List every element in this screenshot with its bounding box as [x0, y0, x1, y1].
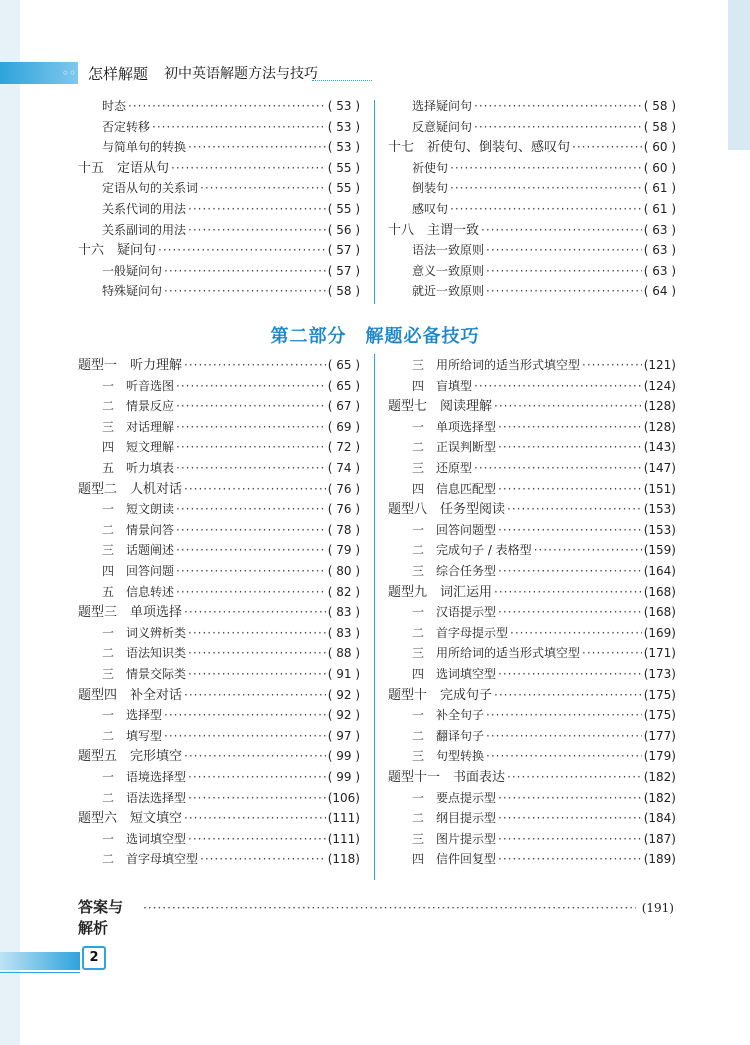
- toc-entry-label: 题型九 词汇运用: [388, 584, 493, 600]
- toc-entry-page: ( 83 ): [327, 625, 360, 640]
- toc-entry-label: 感叹句: [412, 202, 449, 216]
- toc-entry[interactable]: [412, 199, 676, 219]
- toc-entry-page: (111): [327, 831, 360, 846]
- toc-entry-page: ( 88 ): [327, 646, 360, 661]
- toc-entry[interactable]: [412, 705, 676, 725]
- toc-entry-label: 二 情景反应: [102, 399, 175, 414]
- leader-dots: [494, 396, 642, 416]
- toc-entry[interactable]: [102, 281, 360, 301]
- book-title: 怎样解题: [88, 65, 149, 83]
- leader-dots: [184, 685, 326, 705]
- toc-entry-page: ( 63 ): [643, 263, 676, 278]
- toc-entry-label: 四 盲填型: [412, 378, 473, 393]
- toc-entry[interactable]: [102, 137, 360, 157]
- toc-entry-page: (159): [643, 543, 676, 558]
- leader-dots: [510, 623, 642, 643]
- toc-entry[interactable]: [102, 561, 360, 581]
- toc-entry-label: 二 填写型: [102, 728, 163, 743]
- toc-entry-label: 三 图片提示型: [412, 831, 497, 846]
- column-divider-top: [374, 100, 375, 304]
- leader-dots: [486, 705, 642, 725]
- toc-entry[interactable]: [102, 705, 360, 725]
- leader-dots: [498, 417, 642, 437]
- toc-entry-page: ( 60 ): [643, 140, 676, 155]
- leader-dots: [158, 240, 326, 260]
- toc-entry-page: ( 55 ): [327, 181, 360, 196]
- leader-dots: [507, 767, 642, 787]
- toc-entry-label: 定语从句的关系词: [102, 181, 199, 196]
- toc-entry[interactable]: [388, 685, 676, 705]
- toc-entry-page: (151): [643, 481, 676, 496]
- toc-entry-page: ( 55 ): [327, 160, 360, 175]
- toc-entry-label: 题型二 人机对话: [78, 481, 183, 497]
- leader-dots: [582, 355, 642, 375]
- leader-dots: [184, 602, 326, 622]
- leader-dots: [498, 602, 642, 622]
- leader-dots: [152, 117, 326, 137]
- leader-dots: [176, 499, 326, 519]
- toc-entry-page: ( 80 ): [327, 564, 360, 578]
- toc-entry-page: ( 63 ): [643, 243, 676, 258]
- toc-entry-page: ( 57 ): [327, 263, 360, 278]
- toc-entry-page: ( 65 ): [327, 358, 360, 372]
- toc-entry-page: ( 58 ): [643, 99, 676, 113]
- toc-entry-label: 题型八 任务型阅读: [388, 502, 506, 518]
- toc-entry-label: 反意疑问句: [412, 119, 473, 134]
- leader-dots: [188, 767, 326, 787]
- toc-entry-page: (128): [643, 419, 676, 434]
- leader-dots: [143, 901, 636, 915]
- toc-entry[interactable]: [102, 664, 360, 684]
- leader-dots: [176, 396, 326, 416]
- toc-entry-label: 二 翻译句子: [412, 728, 485, 743]
- toc-entry-page: ( 78 ): [327, 522, 360, 537]
- toc-entry-page: (189): [643, 852, 676, 867]
- toc-entry-label: 与简单句的转换: [102, 140, 187, 155]
- leader-dots: [176, 417, 326, 437]
- toc-entry-page: (168): [643, 605, 676, 620]
- toc-entry-page: ( 74 ): [327, 461, 360, 475]
- toc-entry-page: (171): [643, 646, 676, 661]
- toc-entry-label: 二 正误判断型: [412, 440, 497, 455]
- toc-entry-label: 题型三 单项选择: [78, 605, 183, 621]
- toc-entry[interactable]: [78, 158, 360, 178]
- toc-entry[interactable]: [102, 437, 360, 457]
- leader-dots: [507, 499, 642, 519]
- toc-entry[interactable]: [412, 726, 676, 746]
- toc-entry-page: (118): [327, 852, 360, 867]
- toc-entry-page: (147): [643, 461, 676, 475]
- toc-entry-label: 二 完成句子 / 表格型: [412, 543, 532, 558]
- toc-entry[interactable]: [412, 849, 676, 869]
- leader-dots: [184, 808, 326, 828]
- toc-entry-label: 十八 主谓一致: [388, 222, 480, 238]
- toc-entry-page: ( 60 ): [643, 160, 676, 175]
- toc-entry[interactable]: [412, 458, 676, 478]
- toc-entry[interactable]: [412, 240, 676, 260]
- leader-dots: [498, 561, 642, 581]
- leader-dots: [200, 849, 326, 869]
- leader-dots: [494, 685, 642, 705]
- toc-entry-label: 倒装句: [412, 181, 449, 196]
- toc-entry-label: 五 信息转述: [102, 584, 175, 599]
- leader-dots: [188, 199, 326, 219]
- toc-entry-label: 二 纲目提示型: [412, 811, 497, 826]
- left-edge-strip: [0, 0, 20, 1045]
- toc-entry-label: 一 补全句子: [412, 708, 485, 723]
- leader-dots: [486, 261, 642, 281]
- toc-entry-page: ( 92 ): [327, 687, 360, 702]
- leader-dots: [450, 178, 642, 198]
- header-dotted-line: [312, 80, 372, 81]
- leader-dots: [164, 281, 326, 301]
- leader-dots: [474, 117, 642, 137]
- leader-dots: [188, 137, 326, 157]
- toc-entry[interactable]: [102, 788, 360, 808]
- toc-entry-label: 时态: [102, 99, 127, 113]
- toc-entry[interactable]: [412, 520, 676, 540]
- toc-entry[interactable]: [412, 479, 676, 499]
- toc-entry-label: 三 用所给词的适当形式填空型: [412, 358, 581, 372]
- leader-dots: [474, 458, 642, 478]
- toc-entry-page: (177): [643, 728, 676, 743]
- toc-entry-page: (179): [643, 749, 676, 764]
- toc-entry[interactable]: [102, 261, 360, 281]
- toc-entry[interactable]: [78, 746, 360, 766]
- leader-dots: [176, 561, 326, 581]
- leader-dots: [164, 261, 326, 281]
- toc-entry-label: 十五 定语从句: [78, 160, 170, 176]
- toc-entry-page: ( 53 ): [327, 99, 360, 113]
- toc-entry-page: ( 53 ): [327, 119, 360, 134]
- toc-entry[interactable]: [102, 396, 360, 416]
- toc-entry-label: 二 首字母提示型: [412, 625, 509, 640]
- toc-entry-page: ( 63 ): [643, 222, 676, 237]
- toc-entry[interactable]: [102, 540, 360, 560]
- toc-entry[interactable]: [412, 643, 676, 663]
- toc-entry-label: 一 单项选择型: [412, 419, 497, 434]
- toc-entry-label: 三 话题阐述: [102, 543, 175, 558]
- toc-entry[interactable]: [388, 767, 676, 787]
- toc-entry-label: 五 听力填表: [102, 461, 175, 475]
- toc-entry[interactable]: [102, 117, 360, 137]
- toc-entry[interactable]: [102, 829, 360, 849]
- toc-entry-page: ( 99 ): [327, 749, 360, 764]
- toc-entry-label: 一般疑问句: [102, 263, 163, 278]
- toc-entry[interactable]: [388, 582, 676, 602]
- toc-entry-label: 题型十一 书面表达: [388, 770, 506, 785]
- toc-entry-label: 一 听音选图: [102, 378, 175, 393]
- toc-entry-label: 一 词义辨析类: [102, 625, 187, 640]
- toc-entry-label: 否定转移: [102, 119, 151, 134]
- toc-entry[interactable]: [102, 849, 360, 869]
- toc-entry-label: 一 回答问题型: [412, 522, 497, 537]
- toc-entry-page: (184): [643, 811, 676, 826]
- leader-dots: [450, 158, 642, 178]
- toc-entry-page: ( 76 ): [327, 502, 360, 517]
- toc-entry-label: 题型六 短文填空: [78, 811, 183, 827]
- toc-entry-page: (111): [327, 811, 360, 826]
- toc-entry-page: (182): [643, 770, 676, 784]
- toc-entry[interactable]: [102, 643, 360, 663]
- toc-entry[interactable]: [78, 479, 360, 499]
- leader-dots: [188, 829, 326, 849]
- leader-dots: [164, 726, 326, 746]
- leader-dots: [498, 829, 642, 849]
- toc-entry-page: ( 97 ): [327, 728, 360, 743]
- toc-entry-label: 四 短文理解: [102, 440, 175, 455]
- toc-entry-label: 三 综合任务型: [412, 564, 497, 578]
- leader-dots: [176, 376, 326, 396]
- book-subtitle: 初中英语解题方法与技巧: [164, 66, 318, 82]
- toc-entry-page: ( 58 ): [643, 119, 676, 134]
- toc-entry[interactable]: [412, 117, 676, 137]
- leader-dots: [498, 808, 642, 828]
- leader-dots: [486, 281, 642, 301]
- toc-entry-label: 十六 疑问句: [78, 243, 157, 259]
- leader-dots: [128, 96, 326, 116]
- toc-entry-label: 特殊疑问句: [102, 284, 163, 299]
- leader-dots: [486, 240, 642, 260]
- leader-dots: [498, 849, 642, 869]
- leader-dots: [498, 520, 642, 540]
- toc-entry-label: 题型一 听力理解: [78, 358, 183, 373]
- toc-entry[interactable]: [388, 499, 676, 519]
- toc-entry[interactable]: [102, 767, 360, 787]
- toc-entry[interactable]: [78, 602, 360, 622]
- toc-entry[interactable]: [102, 96, 360, 116]
- leader-dots: [534, 540, 642, 560]
- toc-entry[interactable]: [102, 376, 360, 396]
- toc-entry[interactable]: [102, 499, 360, 519]
- toc-entry-page: (106): [327, 790, 360, 805]
- toc-entry[interactable]: [78, 808, 360, 828]
- leader-dots: [498, 664, 642, 684]
- toc-entry[interactable]: [412, 808, 676, 828]
- toc-entry-label: 十七 祈使句、倒装句、感叹句: [388, 140, 571, 156]
- toc-entry-page: (153): [643, 522, 676, 537]
- toc-entry-page: ( 55 ): [327, 202, 360, 216]
- toc-entry[interactable]: [412, 376, 676, 396]
- toc-entry[interactable]: [102, 220, 360, 240]
- leader-dots: [188, 623, 326, 643]
- toc-entry[interactable]: [102, 178, 360, 198]
- right-edge-tab: [728, 0, 750, 150]
- footer-line: [0, 972, 80, 973]
- leader-dots: [474, 96, 642, 116]
- toc-entry-page: (128): [643, 399, 676, 414]
- toc-entry-label: 祈使句: [412, 160, 449, 175]
- toc-entry-page: ( 57 ): [327, 243, 360, 258]
- toc-entry-page: (164): [643, 564, 676, 578]
- toc-entry[interactable]: [78, 240, 360, 260]
- toc-entry-label: 三 还原型: [412, 461, 473, 475]
- leader-dots: [494, 582, 642, 602]
- toc-entry-page: (153): [643, 502, 676, 517]
- toc-entry-page: ( 67 ): [327, 399, 360, 414]
- page-number: 2: [82, 946, 106, 970]
- toc-entry-label: 四 信息匹配型: [412, 481, 497, 496]
- toc-entry-page: ( 82 ): [327, 584, 360, 599]
- leader-dots: [184, 479, 326, 499]
- leader-dots: [481, 220, 642, 240]
- toc-entry[interactable]: [388, 220, 676, 240]
- toc-entry-page: ( 72 ): [327, 440, 360, 455]
- toc-entry-label: 三 句型转换: [412, 749, 485, 764]
- toc-entry-label: 题型五 完形填空: [78, 749, 183, 765]
- toc-entry-label: 二 情景问答: [102, 522, 175, 537]
- toc-entry-answers[interactable]: [78, 896, 674, 937]
- leader-dots: [474, 376, 642, 396]
- toc-entry[interactable]: [102, 623, 360, 643]
- toc-entry-page: (143): [643, 440, 676, 455]
- toc-entry-page: (169): [643, 625, 676, 640]
- toc-entry-label: 一 汉语提示型: [412, 605, 497, 620]
- toc-entry[interactable]: [102, 726, 360, 746]
- leader-dots: [176, 540, 326, 560]
- toc-entry[interactable]: [102, 520, 360, 540]
- leader-dots: [176, 458, 326, 478]
- toc-entry[interactable]: [412, 261, 676, 281]
- leader-dots: [176, 582, 326, 602]
- toc-entry-page: ( 58 ): [327, 284, 360, 299]
- toc-entry[interactable]: [412, 623, 676, 643]
- toc-entry-label: 一 要点提示型: [412, 790, 497, 805]
- toc-entry[interactable]: [412, 561, 676, 581]
- toc-entry-page: (173): [643, 667, 676, 681]
- toc-entry-label: 关系代词的用法: [102, 202, 187, 216]
- toc-entry-page: ( 65 ): [327, 378, 360, 393]
- toc-entry[interactable]: [412, 437, 676, 457]
- leader-dots: [486, 746, 642, 766]
- toc-entry-page: ( 64 ): [643, 284, 676, 299]
- toc-entry-page: ( 61 ): [643, 181, 676, 196]
- toc-entry-page: ( 53 ): [327, 140, 360, 155]
- toc-entry[interactable]: [102, 458, 360, 478]
- toc-entry[interactable]: [412, 178, 676, 198]
- toc-entry[interactable]: [102, 199, 360, 219]
- toc-entry-page: (175): [643, 708, 676, 723]
- toc-entry-label: 就近一致原则: [412, 284, 485, 299]
- toc-entry-label: 四 信件回复型: [412, 852, 497, 867]
- toc-entry-label: 一 选择型: [102, 708, 163, 723]
- toc-entry-label: 选择疑问句: [412, 99, 473, 113]
- toc-entry-label: 题型十 完成句子: [388, 687, 493, 703]
- toc-entry[interactable]: [412, 158, 676, 178]
- toc-entry-page: (182): [643, 790, 676, 805]
- toc-entry-label: 题型七 阅读理解: [388, 399, 493, 415]
- leader-dots: [188, 220, 326, 240]
- toc-entry-page: ( 91 ): [327, 667, 360, 681]
- toc-entry-page: ( 69 ): [327, 419, 360, 434]
- toc-entry-page: ( 99 ): [327, 770, 360, 784]
- bubbles-icon: ◦◦: [61, 66, 77, 80]
- leader-dots: [450, 199, 642, 219]
- leader-dots: [188, 643, 326, 663]
- toc-entry-label: 一 短文朗读: [102, 502, 175, 517]
- toc-entry[interactable]: [412, 829, 676, 849]
- toc-entry-label: 二 首字母填空型: [102, 852, 199, 867]
- footer-bar: [0, 952, 80, 970]
- toc-entry-page: (121): [643, 358, 676, 372]
- toc-entry-page: (175): [643, 687, 676, 702]
- toc-entry[interactable]: [102, 582, 360, 602]
- toc-entry[interactable]: [412, 96, 676, 116]
- toc-entry-label: 二 语法知识类: [102, 646, 187, 661]
- toc-entry[interactable]: [412, 602, 676, 622]
- toc-entry-label: 四 选词填空型: [412, 667, 497, 681]
- leader-dots: [176, 520, 326, 540]
- leader-dots: [188, 664, 326, 684]
- toc-entry-page: (191): [641, 901, 674, 915]
- toc-entry[interactable]: [412, 788, 676, 808]
- toc-entry-label: 答案与解析: [78, 898, 124, 937]
- leader-dots: [171, 158, 326, 178]
- toc-entry-label: 一 选词填空型: [102, 831, 187, 846]
- toc-entry[interactable]: [388, 137, 676, 157]
- leader-dots: [176, 437, 326, 457]
- toc-entry-page: ( 92 ): [327, 708, 360, 723]
- toc-entry[interactable]: [388, 396, 676, 416]
- leader-dots: [188, 788, 326, 808]
- toc-entry[interactable]: [412, 540, 676, 560]
- section-title: 第二部分 解题必备技巧: [270, 326, 480, 347]
- toc-entry-label: 意义一致原则: [412, 263, 485, 278]
- toc-entry[interactable]: [412, 664, 676, 684]
- leader-dots: [498, 437, 642, 457]
- toc-entry-label: 关系副词的用法: [102, 222, 187, 237]
- leader-dots: [200, 178, 326, 198]
- toc-entry[interactable]: [78, 685, 360, 705]
- toc-entry-page: ( 83 ): [327, 605, 360, 620]
- toc-entry-label: 三 情景交际类: [102, 667, 187, 681]
- toc-entry[interactable]: [412, 746, 676, 766]
- toc-entry[interactable]: [412, 417, 676, 437]
- leader-dots: [184, 355, 326, 375]
- toc-entry-label: 一 语境选择型: [102, 770, 187, 784]
- toc-entry[interactable]: [102, 417, 360, 437]
- leader-dots: [184, 746, 326, 766]
- toc-entry-page: (168): [643, 584, 676, 599]
- toc-entry-page: ( 76 ): [327, 481, 360, 496]
- toc-entry-label: 三 用所给词的适当形式填空型: [412, 646, 581, 661]
- toc-entry-page: ( 56 ): [327, 222, 360, 237]
- toc-entry-label: 题型四 补全对话: [78, 687, 183, 703]
- toc-entry[interactable]: [412, 281, 676, 301]
- toc-entry-page: ( 79 ): [327, 543, 360, 558]
- toc-entry-page: ( 61 ): [643, 202, 676, 216]
- column-divider-main: [374, 354, 375, 880]
- toc-entry[interactable]: [78, 355, 360, 375]
- toc-entry-page: (187): [643, 831, 676, 846]
- leader-dots: [164, 705, 326, 725]
- leader-dots: [486, 726, 642, 746]
- leader-dots: [498, 788, 642, 808]
- toc-entry-page: (124): [643, 378, 676, 393]
- leader-dots: [582, 643, 642, 663]
- toc-entry-label: 二 语法选择型: [102, 790, 187, 805]
- toc-entry-label: 语法一致原则: [412, 243, 485, 258]
- toc-entry[interactable]: [412, 355, 676, 375]
- toc-entry-label: 三 对话理解: [102, 419, 175, 434]
- leader-dots: [572, 137, 642, 157]
- leader-dots: [498, 479, 642, 499]
- toc-entry-label: 四 回答问题: [102, 564, 175, 578]
